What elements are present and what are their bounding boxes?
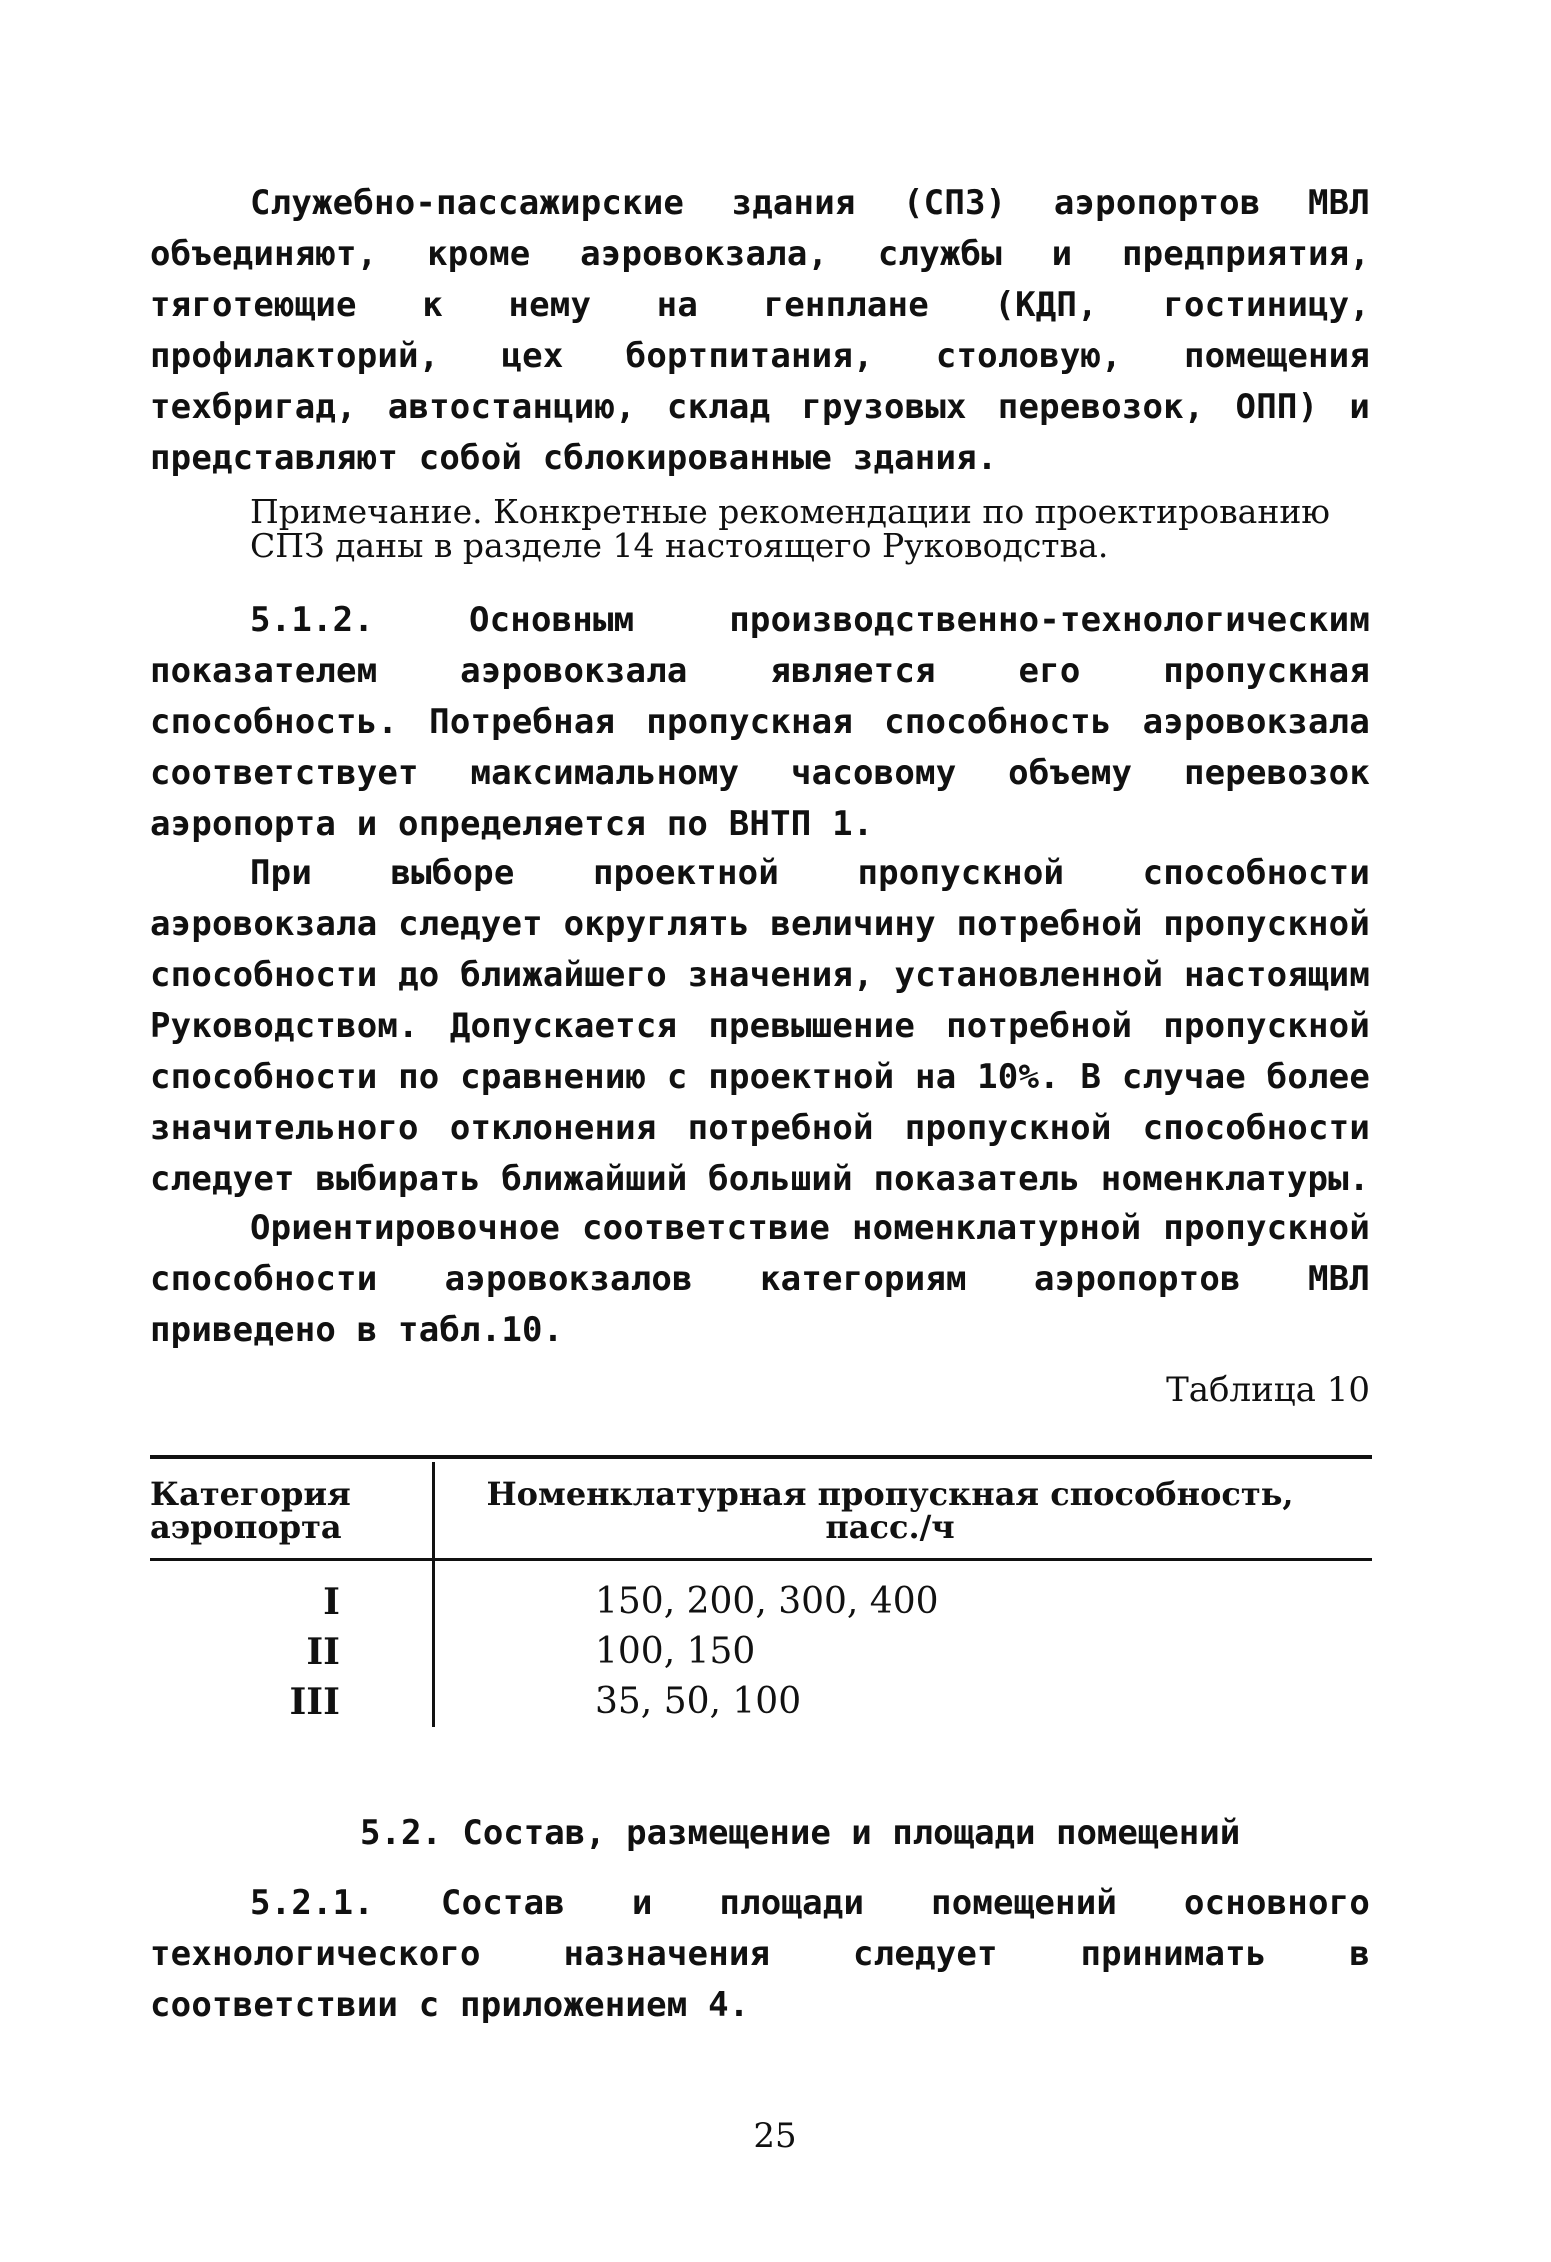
row-category: II [306, 1631, 340, 1673]
section-heading: 5.2. Состав, размещение и площади помещений [360, 1813, 1241, 1853]
row-capacity: 150, 200, 300, 400 [595, 1581, 939, 1622]
note-paragraph: Примечание. Конкретные рекомендации по проектированию СПЗ даны в разделе 14 настоящего Руководства. [250, 492, 1331, 565]
intro-paragraph: Служебно-пассажирские здания (СПЗ) аэропортов МВЛ объединяют, кроме аэровокзала, службы и предприятия, тяготеющие к нему на генплане (КДП, гостиницу, профилакторий, цех бортпитания, столовую, помещения техбригад, автостанцию, склад грузовых перевозок, ОПП) и представляют собой сблокированные здания. [150, 183, 1370, 478]
paragraph-5-1-2: 5.1.2. Основным производственно-технологическим показателем аэровокзала является его пропускная способность. Потребная пропускная способность аэровокзала соответствует максимальному часовому объему перевозок аэропорта и определяется по ВНТП 1. [150, 600, 1370, 844]
header-nominal-capacity: Номенклатурная пропускная способность, пасс./ч [486, 1475, 1294, 1546]
table-row [150, 1627, 1372, 1677]
table-row [150, 1677, 1372, 1727]
table-row [150, 1577, 1372, 1627]
table-caption: Таблица 10 [1166, 1370, 1370, 1410]
paragraph-capacity-selection: При выборе проектной пропускной способности аэровокзала следует округлять величину потребной пропускной способности до ближайшего значения, установленной настоящим Руководством. Допускается превышение потребной пропускной способности по сравнению с проектной на 10%. В случае более значительного отклонения потребной пропускной способности следует выбирать ближайший больший показатель номенклатуры. [150, 853, 1370, 1199]
header-airport-category: Категория аэропорта [150, 1475, 351, 1546]
paragraph-5-2-1: 5.2.1. Состав и площади помещений основного технологического назначения следует принимать в соответствии с приложением 4. [150, 1883, 1370, 2025]
table-top-rule [150, 1455, 1372, 1459]
row-capacity: 35, 50, 100 [595, 1681, 802, 1722]
paragraph-table-reference: Ориентировочное соответствие номенклатурной пропускной способности аэровокзалов категориям аэропортов МВЛ приведено в табл.10. [150, 1208, 1370, 1350]
row-capacity: 100, 150 [595, 1631, 756, 1672]
page-number: 25 [753, 2116, 797, 2156]
row-category: I [323, 1581, 340, 1623]
row-category: III [289, 1681, 340, 1723]
table-header-rule [150, 1558, 1372, 1561]
